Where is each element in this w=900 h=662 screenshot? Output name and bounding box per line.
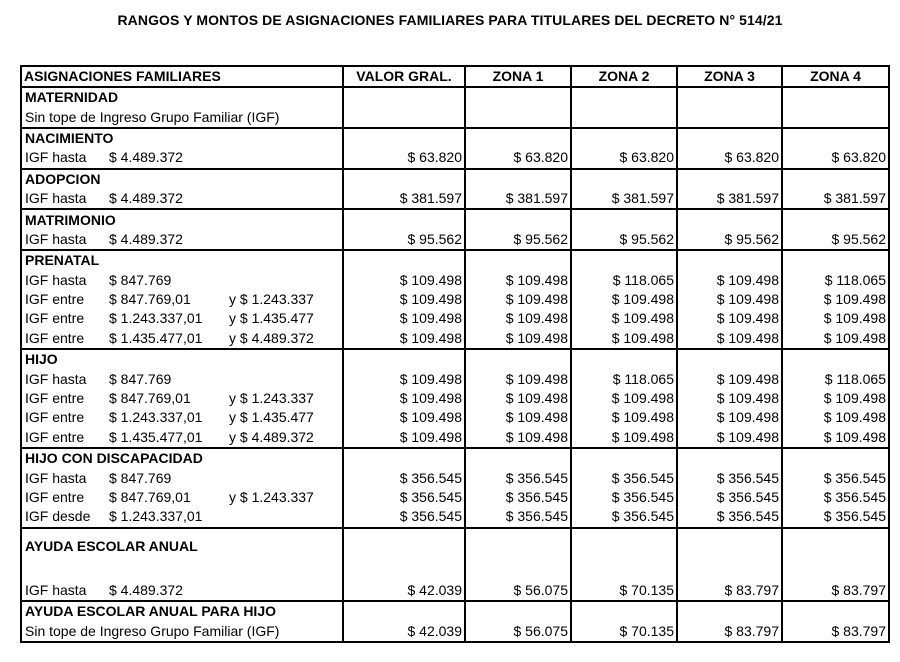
- amount-cell: $ 109.498: [677, 428, 782, 448]
- amount-cell: $ 95.562: [571, 230, 677, 250]
- range-type: IGF entre: [25, 390, 85, 407]
- amount-cell: $ 42.039: [343, 621, 465, 641]
- empty-cell: [343, 209, 465, 229]
- empty-cell: [677, 87, 782, 107]
- empty-cell: [343, 528, 465, 581]
- amount-cell: $ 56.075: [465, 581, 571, 601]
- range-label: [21, 468, 343, 487]
- range-label: [21, 230, 343, 250]
- range-label: [21, 507, 343, 527]
- range-from: $ 847.769,01: [109, 291, 191, 308]
- amount-cell: $ 109.498: [343, 389, 465, 408]
- amount-cell: $ 83.797: [782, 621, 889, 641]
- empty-cell: [465, 528, 571, 581]
- empty-cell: [465, 169, 571, 189]
- amount-cell: $ 109.498: [782, 428, 889, 448]
- range-from: $ 1.243.337,01: [109, 508, 203, 525]
- table-row: [21, 309, 889, 328]
- amount-cell: $ 109.498: [465, 290, 571, 309]
- amount-cell: $ 109.498: [343, 329, 465, 349]
- amount-cell: $ 63.820: [343, 148, 465, 168]
- amount-cell: $ 356.545: [782, 488, 889, 507]
- range-type: IGF hasta: [25, 190, 87, 207]
- section-row: [21, 169, 889, 189]
- header-cell-zone-3: ZONA 3: [677, 66, 782, 87]
- range-label: [21, 408, 343, 427]
- amount-cell: $ 63.820: [465, 148, 571, 168]
- amount-cell: $ 109.498: [677, 389, 782, 408]
- empty-cell: [571, 349, 677, 369]
- empty-cell: [465, 601, 571, 621]
- range-type: IGF hasta: [25, 469, 87, 486]
- amount-cell: $ 109.498: [677, 408, 782, 427]
- empty-cell: [465, 209, 571, 229]
- section-row: [21, 448, 889, 468]
- range-to: y $ 4.489.372: [229, 329, 314, 346]
- header-cell-zone-4: ZONA 4: [782, 66, 889, 87]
- range-type: IGF desde: [25, 508, 91, 525]
- amount-cell: $ 118.065: [782, 369, 889, 388]
- amount-cell: $ 83.797: [677, 581, 782, 601]
- amount-cell: $ 381.597: [571, 189, 677, 209]
- amount-cell: $ 356.545: [782, 468, 889, 487]
- amount-cell: $ 95.562: [465, 230, 571, 250]
- range-label: [21, 329, 343, 349]
- section-row: [21, 250, 889, 270]
- empty-cell: [677, 448, 782, 468]
- document-title: RANGOS Y MONTOS DE ASIGNACIONES FAMILIARES PARA TITULARES DEL DECRETO N° 514/21: [117, 12, 783, 28]
- empty-cell: [677, 209, 782, 229]
- amount-cell: $ 109.498: [782, 309, 889, 328]
- range-from: $ 847.769,01: [109, 489, 191, 505]
- table-row: [21, 428, 889, 448]
- empty-cell: [571, 209, 677, 229]
- table-row: [21, 468, 889, 487]
- amount-cell: $ 109.498: [677, 271, 782, 290]
- table-row: [21, 621, 889, 641]
- section-title: ADOPCION: [21, 169, 343, 189]
- amount-cell: $ 109.498: [465, 389, 571, 408]
- empty-cell: [571, 528, 677, 581]
- section-title: HIJO CON DISCAPACIDAD: [21, 448, 343, 468]
- amount-cell: $ 109.498: [571, 309, 677, 328]
- empty-cell: [677, 349, 782, 369]
- amount-cell: $ 109.498: [343, 309, 465, 328]
- amount-cell: [343, 107, 465, 127]
- range-to: y $ 1.243.337: [229, 489, 314, 505]
- amount-cell: [465, 107, 571, 127]
- amount-cell: $ 109.498: [782, 329, 889, 349]
- empty-cell: [571, 448, 677, 468]
- empty-cell: [782, 250, 889, 270]
- empty-cell: [782, 528, 889, 581]
- range-from: $ 847.769: [109, 469, 172, 486]
- section-title: PRENATAL: [21, 250, 343, 270]
- amount-cell: $ 118.065: [782, 271, 889, 290]
- amount-cell: $ 356.545: [571, 488, 677, 507]
- empty-cell: [465, 448, 571, 468]
- table-row: [21, 271, 889, 290]
- range-from: $ 4.489.372: [109, 190, 183, 207]
- range-label: [21, 369, 343, 388]
- amount-cell: $ 381.597: [465, 189, 571, 209]
- section-row: [21, 209, 889, 229]
- range-to: y $ 1.243.337: [229, 291, 314, 308]
- amount-cell: $ 95.562: [677, 230, 782, 250]
- amount-cell: $ 356.545: [782, 507, 889, 527]
- range-from: $ 847.769: [109, 271, 172, 288]
- amount-cell: $ 356.545: [465, 488, 571, 507]
- amount-cell: [571, 107, 677, 127]
- range-from: $ 1.435.477,01: [109, 428, 203, 445]
- range-to: y $ 1.435.477: [229, 310, 314, 327]
- amount-cell: $ 109.498: [677, 309, 782, 328]
- amount-cell: [677, 107, 782, 127]
- range-label: [21, 309, 343, 328]
- amount-cell: $ 109.498: [465, 428, 571, 448]
- table-row: [21, 148, 889, 168]
- section-title: AYUDA ESCOLAR ANUAL: [21, 528, 343, 581]
- amount-cell: $ 109.498: [343, 369, 465, 388]
- table-row: [21, 389, 889, 408]
- range-type: IGF entre: [25, 291, 85, 308]
- amount-cell: $ 109.498: [465, 309, 571, 328]
- section-row: [21, 528, 889, 581]
- amount-cell: $ 118.065: [571, 271, 677, 290]
- amount-cell: $ 356.545: [677, 468, 782, 487]
- table-row: [21, 329, 889, 349]
- amount-cell: $ 109.498: [465, 369, 571, 388]
- range-from: $ 847.769,01: [109, 390, 191, 407]
- amount-cell: [782, 107, 889, 127]
- table-header-row: [21, 66, 889, 87]
- section-title: MATERNIDAD: [21, 87, 343, 107]
- amount-cell: $ 109.498: [571, 408, 677, 427]
- amount-cell: $ 95.562: [782, 230, 889, 250]
- amount-cell: $ 109.498: [465, 329, 571, 349]
- table-row: [21, 408, 889, 427]
- amount-cell: $ 70.135: [571, 581, 677, 601]
- amount-cell: $ 109.498: [677, 329, 782, 349]
- range-from: $ 4.489.372: [109, 581, 183, 598]
- range-from: $ 4.489.372: [109, 149, 183, 166]
- amount-cell: $ 109.498: [343, 408, 465, 427]
- empty-cell: [343, 349, 465, 369]
- range-type: IGF hasta: [25, 581, 87, 598]
- range-label: [21, 581, 343, 601]
- amount-cell: $ 118.065: [571, 369, 677, 388]
- range-type: IGF hasta: [25, 149, 87, 166]
- amount-cell: $ 83.797: [782, 581, 889, 601]
- empty-cell: [677, 250, 782, 270]
- range-to: y $ 1.243.337: [229, 390, 314, 407]
- range-label: Sin tope de Ingreso Grupo Familiar (IGF): [21, 107, 343, 127]
- amount-cell: $ 356.545: [571, 507, 677, 527]
- amount-cell: $ 381.597: [343, 189, 465, 209]
- range-type: IGF hasta: [25, 271, 87, 288]
- empty-cell: [465, 128, 571, 148]
- empty-cell: [677, 128, 782, 148]
- amount-cell: $ 109.498: [677, 290, 782, 309]
- empty-cell: [782, 87, 889, 107]
- empty-cell: [677, 601, 782, 621]
- amount-cell: $ 109.498: [465, 408, 571, 427]
- amount-cell: $ 356.545: [677, 507, 782, 527]
- amount-cell: $ 83.797: [677, 621, 782, 641]
- amount-cell: $ 109.498: [571, 428, 677, 448]
- range-to: y $ 4.489.372: [229, 428, 314, 445]
- amount-cell: $ 356.545: [343, 507, 465, 527]
- amount-cell: $ 356.545: [465, 507, 571, 527]
- amount-cell: $ 109.498: [571, 290, 677, 309]
- amount-cell: $ 109.498: [343, 271, 465, 290]
- amount-cell: $ 356.545: [465, 468, 571, 487]
- table-row: [21, 107, 889, 127]
- range-label: [21, 189, 343, 209]
- range-type: IGF entre: [25, 489, 85, 505]
- amount-cell: $ 42.039: [343, 581, 465, 601]
- empty-cell: [465, 349, 571, 369]
- table-row: [21, 369, 889, 388]
- section-title: MATRIMONIO: [21, 209, 343, 229]
- range-from: $ 1.435.477,01: [109, 329, 203, 346]
- empty-cell: [782, 169, 889, 189]
- range-label: [21, 148, 343, 168]
- table-row: [21, 230, 889, 250]
- table-row: [21, 488, 889, 507]
- range-from: $ 1.243.337,01: [109, 310, 203, 327]
- amount-cell: $ 356.545: [571, 468, 677, 487]
- header-cell-general: VALOR GRAL.: [343, 66, 465, 87]
- amount-cell: $ 109.498: [343, 428, 465, 448]
- empty-cell: [782, 128, 889, 148]
- empty-cell: [782, 209, 889, 229]
- table-row: [21, 189, 889, 209]
- empty-cell: [465, 87, 571, 107]
- header-cell-zone-2: ZONA 2: [571, 66, 677, 87]
- range-label: [21, 488, 343, 507]
- empty-cell: [782, 601, 889, 621]
- empty-cell: [677, 169, 782, 189]
- amount-cell: $ 63.820: [571, 148, 677, 168]
- table-body: [21, 87, 889, 642]
- amount-cell: $ 356.545: [343, 468, 465, 487]
- empty-cell: [343, 128, 465, 148]
- section-title: HIJO: [21, 349, 343, 369]
- amount-cell: $ 109.498: [782, 389, 889, 408]
- range-type: IGF entre: [25, 310, 85, 327]
- table-row: [21, 290, 889, 309]
- empty-cell: [782, 448, 889, 468]
- amount-cell: $ 356.545: [677, 488, 782, 507]
- allowances-table: [20, 65, 890, 643]
- range-from: $ 1.243.337,01: [109, 409, 203, 426]
- range-type: IGF hasta: [25, 230, 87, 247]
- range-from: $ 847.769: [109, 370, 172, 387]
- section-title: AYUDA ESCOLAR ANUAL PARA HIJO: [21, 601, 343, 621]
- range-type: IGF hasta: [25, 370, 87, 387]
- amount-cell: $ 109.498: [782, 290, 889, 309]
- section-title: NACIMIENTO: [21, 128, 343, 148]
- amount-cell: $ 109.498: [571, 329, 677, 349]
- range-type: IGF entre: [25, 428, 85, 445]
- section-row: [21, 349, 889, 369]
- range-label: [21, 271, 343, 290]
- amount-cell: $ 109.498: [571, 389, 677, 408]
- empty-cell: [571, 601, 677, 621]
- amount-cell: $ 109.498: [782, 408, 889, 427]
- amount-cell: $ 381.597: [782, 189, 889, 209]
- amount-cell: $ 95.562: [343, 230, 465, 250]
- section-row: [21, 87, 889, 107]
- range-label: [21, 428, 343, 448]
- empty-cell: [782, 349, 889, 369]
- amount-cell: $ 109.498: [677, 369, 782, 388]
- header-cell-zone-1: ZONA 1: [465, 66, 571, 87]
- empty-cell: [571, 250, 677, 270]
- amount-cell: $ 109.498: [465, 271, 571, 290]
- empty-cell: [343, 169, 465, 189]
- amount-cell: $ 63.820: [782, 148, 889, 168]
- range-to: y $ 1.435.477: [229, 409, 314, 426]
- empty-cell: [571, 169, 677, 189]
- amount-cell: $ 381.597: [677, 189, 782, 209]
- empty-cell: [571, 128, 677, 148]
- empty-cell: [465, 250, 571, 270]
- amount-cell: $ 63.820: [677, 148, 782, 168]
- table-row: [21, 507, 889, 527]
- empty-cell: [343, 87, 465, 107]
- amount-cell: $ 56.075: [465, 621, 571, 641]
- range-label: Sin tope de Ingreso Grupo Familiar (IGF): [21, 621, 343, 641]
- amount-cell: $ 356.545: [343, 488, 465, 507]
- header-cell-category: ASIGNACIONES FAMILIARES: [21, 66, 343, 87]
- section-row: [21, 128, 889, 148]
- empty-cell: [343, 448, 465, 468]
- empty-cell: [343, 250, 465, 270]
- range-type: IGF entre: [25, 409, 85, 426]
- amount-cell: $ 70.135: [571, 621, 677, 641]
- empty-cell: [571, 87, 677, 107]
- table-row: [21, 581, 889, 601]
- range-label: [21, 290, 343, 309]
- section-row: [21, 601, 889, 621]
- range-label: [21, 389, 343, 408]
- empty-cell: [343, 601, 465, 621]
- amount-cell: $ 109.498: [343, 290, 465, 309]
- range-type: IGF entre: [25, 329, 85, 346]
- empty-cell: [677, 528, 782, 581]
- range-from: $ 4.489.372: [109, 230, 183, 247]
